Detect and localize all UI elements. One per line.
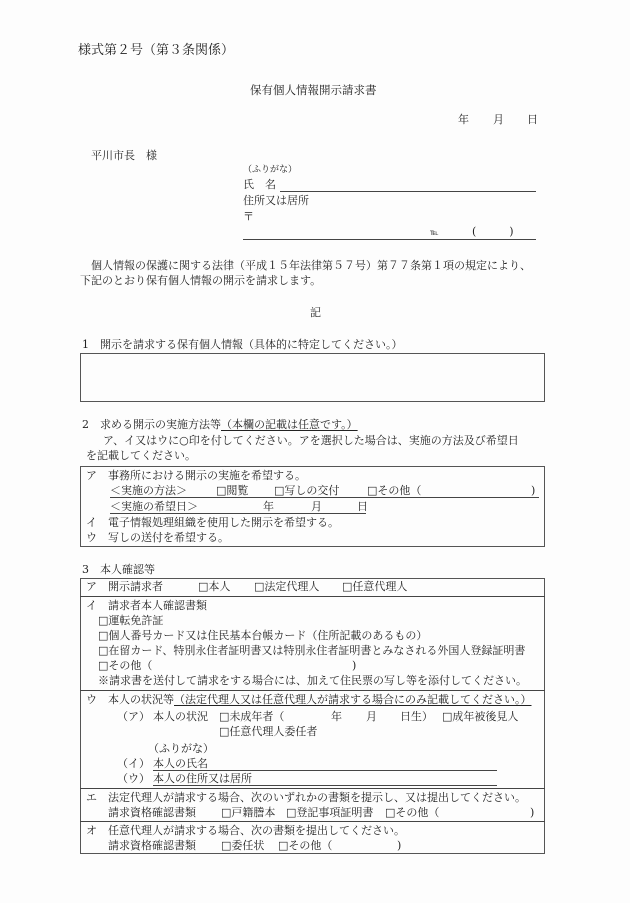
- desired-date-label: ＜実施の希望日＞: [110, 500, 198, 513]
- checkbox-delegator[interactable]: □任意代理人委任者: [219, 725, 318, 738]
- section2-u-text[interactable]: 写しの送付を希望する。: [108, 531, 229, 544]
- section3-u-marker: ウ: [86, 693, 97, 706]
- date-year-label: 年: [458, 113, 469, 126]
- section2-heading: [82, 418, 358, 432]
- voluntary-other-close: ): [397, 839, 402, 852]
- checkbox-self[interactable]: □本人: [198, 580, 231, 593]
- principal-address-label: 本人の住所又は居所: [153, 772, 252, 785]
- checkbox-voluntary-other[interactable]: □その他（: [278, 839, 333, 852]
- voluntary-agent-instruction: 任意代理人が請求する場合、次の書類を提出してください。: [108, 824, 405, 837]
- checkbox-registry-certificate[interactable]: □登記事項証明書: [286, 806, 374, 819]
- addressee: 平川市長 様: [91, 149, 157, 162]
- checkbox-copy-delivery[interactable]: □写しの交付: [274, 484, 340, 497]
- checkbox-view[interactable]: □閲覧: [216, 484, 249, 497]
- checkbox-power-of-attorney[interactable]: □委任状: [221, 839, 265, 852]
- section2-a-marker: ア: [86, 469, 97, 482]
- address-label: 住所又は居所: [243, 194, 309, 207]
- principal-name-field[interactable]: [153, 770, 497, 771]
- voluntary-agent-docs-label: 請求資格確認書類: [108, 839, 196, 852]
- checkbox-legal-agent[interactable]: □法定代理人: [254, 580, 320, 593]
- name-label: 氏 名: [243, 178, 276, 191]
- principal-address-field[interactable]: [153, 785, 497, 786]
- checkbox-legal-other[interactable]: □その他（: [385, 806, 440, 819]
- desired-year[interactable]: 年: [263, 500, 274, 513]
- intro-line-2: 下記のとおり保有個人情報の開示を請求します。: [80, 274, 322, 287]
- section3-divider: [80, 596, 545, 597]
- section2-instruction-1: ア、イ又はウに○印を付してください。アを選択した場合は、実施の方法及び希望日: [103, 434, 519, 447]
- status-u-marker: （ウ）: [117, 772, 150, 785]
- desired-month[interactable]: 月: [311, 500, 322, 513]
- section1-info-field[interactable]: [80, 353, 545, 402]
- checkbox-method-other[interactable]: □その他（: [367, 484, 422, 497]
- date-day-label: 日: [527, 113, 538, 126]
- principal-status-heading: [108, 693, 532, 707]
- principal-status-note: （法定代理人又は任意代理人が請求する場合にのみ記載してください。）: [174, 693, 532, 706]
- minor-birth-year[interactable]: 年: [331, 710, 342, 723]
- legal-other-close: ): [530, 806, 535, 819]
- ki-heading: 記: [310, 306, 321, 319]
- page-title: 保有個人情報開示請求書: [250, 83, 377, 97]
- principal-name-label: 本人の氏名: [153, 757, 208, 770]
- checkbox-drivers-license[interactable]: □運転免許証: [98, 614, 164, 627]
- section2-heading-main: 2 求める開示の実施方法等: [82, 418, 221, 431]
- section2-i-marker: イ: [86, 516, 97, 529]
- section2-i-text[interactable]: 電子情報処理組織を使用した開示を希望する。: [108, 516, 339, 529]
- status-a-label: 本人の状況: [153, 710, 208, 723]
- checkbox-voluntary-agent[interactable]: □任意代理人: [342, 580, 408, 593]
- section3-divider: [80, 788, 545, 789]
- checkbox-id-other[interactable]: □その他（: [98, 659, 153, 672]
- principal-status-label: 本人の状況等: [108, 693, 174, 706]
- checkbox-adult-ward[interactable]: □成年被後見人: [442, 710, 519, 723]
- legal-agent-instruction: 法定代理人が請求する場合、次のいずれかの書類を提示し、又は提出してください。: [108, 791, 526, 804]
- date-month-label: 月: [493, 113, 504, 126]
- section1-heading: 1 開示を請求する保有個人情報（具体的に特定してください。）: [82, 338, 403, 351]
- section3-divider: [80, 821, 545, 822]
- principal-furigana-label: （ふりがな）: [148, 742, 214, 755]
- tel-icon: ℡: [430, 228, 439, 237]
- section3-i-marker: イ: [86, 599, 97, 612]
- minor-birth-month[interactable]: 月: [366, 710, 377, 723]
- section3-e-marker: エ: [86, 791, 97, 804]
- section3-heading: 3 本人確認等: [82, 563, 155, 576]
- form-number: 様式第２号（第３条関係）: [78, 43, 235, 58]
- section3-o-marker: オ: [86, 824, 97, 837]
- section2-a-text[interactable]: 事務所における開示の実施を希望する。: [108, 469, 306, 482]
- checkbox-family-register[interactable]: □戸籍謄本: [221, 806, 276, 819]
- method-label: ＜実施の方法＞: [110, 484, 187, 497]
- tel-area-code-parens: ( ): [472, 225, 514, 238]
- checkbox-minor[interactable]: □未成年者（: [219, 710, 285, 723]
- desired-day[interactable]: 日: [357, 500, 368, 513]
- method-underline: [110, 497, 539, 498]
- section3-divider: [80, 690, 545, 691]
- checkbox-my-number-card[interactable]: □個人番号カード又は住民基本台帳カード（住所記載のあるもの）: [98, 629, 428, 642]
- intro-line-1: 個人情報の保護に関する法律（平成１５年法律第５７号）第７７条第１項の規定により、: [91, 259, 531, 272]
- status-i-marker: （イ）: [117, 757, 150, 770]
- section2-instruction-2: を記載してください。: [86, 449, 196, 462]
- id-docs-note: ※請求書を送付して請求をする場合には、加えて住民票の写し等を添付してください。: [98, 674, 527, 687]
- method-other-close: ): [531, 484, 536, 497]
- section2-u-marker: ウ: [86, 531, 97, 544]
- id-docs-label: 請求者本人確認書類: [108, 599, 207, 612]
- furigana-label: （ふりがな）: [243, 165, 298, 175]
- id-other-close: ): [352, 659, 357, 672]
- requester-label: 開示請求者: [108, 580, 163, 593]
- name-field[interactable]: [280, 191, 536, 192]
- minor-birth-day[interactable]: 日生）: [400, 710, 433, 723]
- address-field[interactable]: [243, 239, 536, 240]
- postal-mark: 〒: [243, 210, 254, 223]
- section3-a-marker: ア: [86, 580, 97, 593]
- checkbox-residence-card[interactable]: □在留カード、特別永住者証明書又は特別永住者証明書とみなされる外国人登録証明書: [98, 644, 526, 657]
- legal-agent-docs-label: 請求資格確認書類: [108, 806, 196, 819]
- status-a-marker: （ア）: [117, 710, 150, 723]
- section2-heading-note: （本欄の記載は任意です。）: [221, 418, 358, 431]
- desired-date-underline: [110, 513, 366, 514]
